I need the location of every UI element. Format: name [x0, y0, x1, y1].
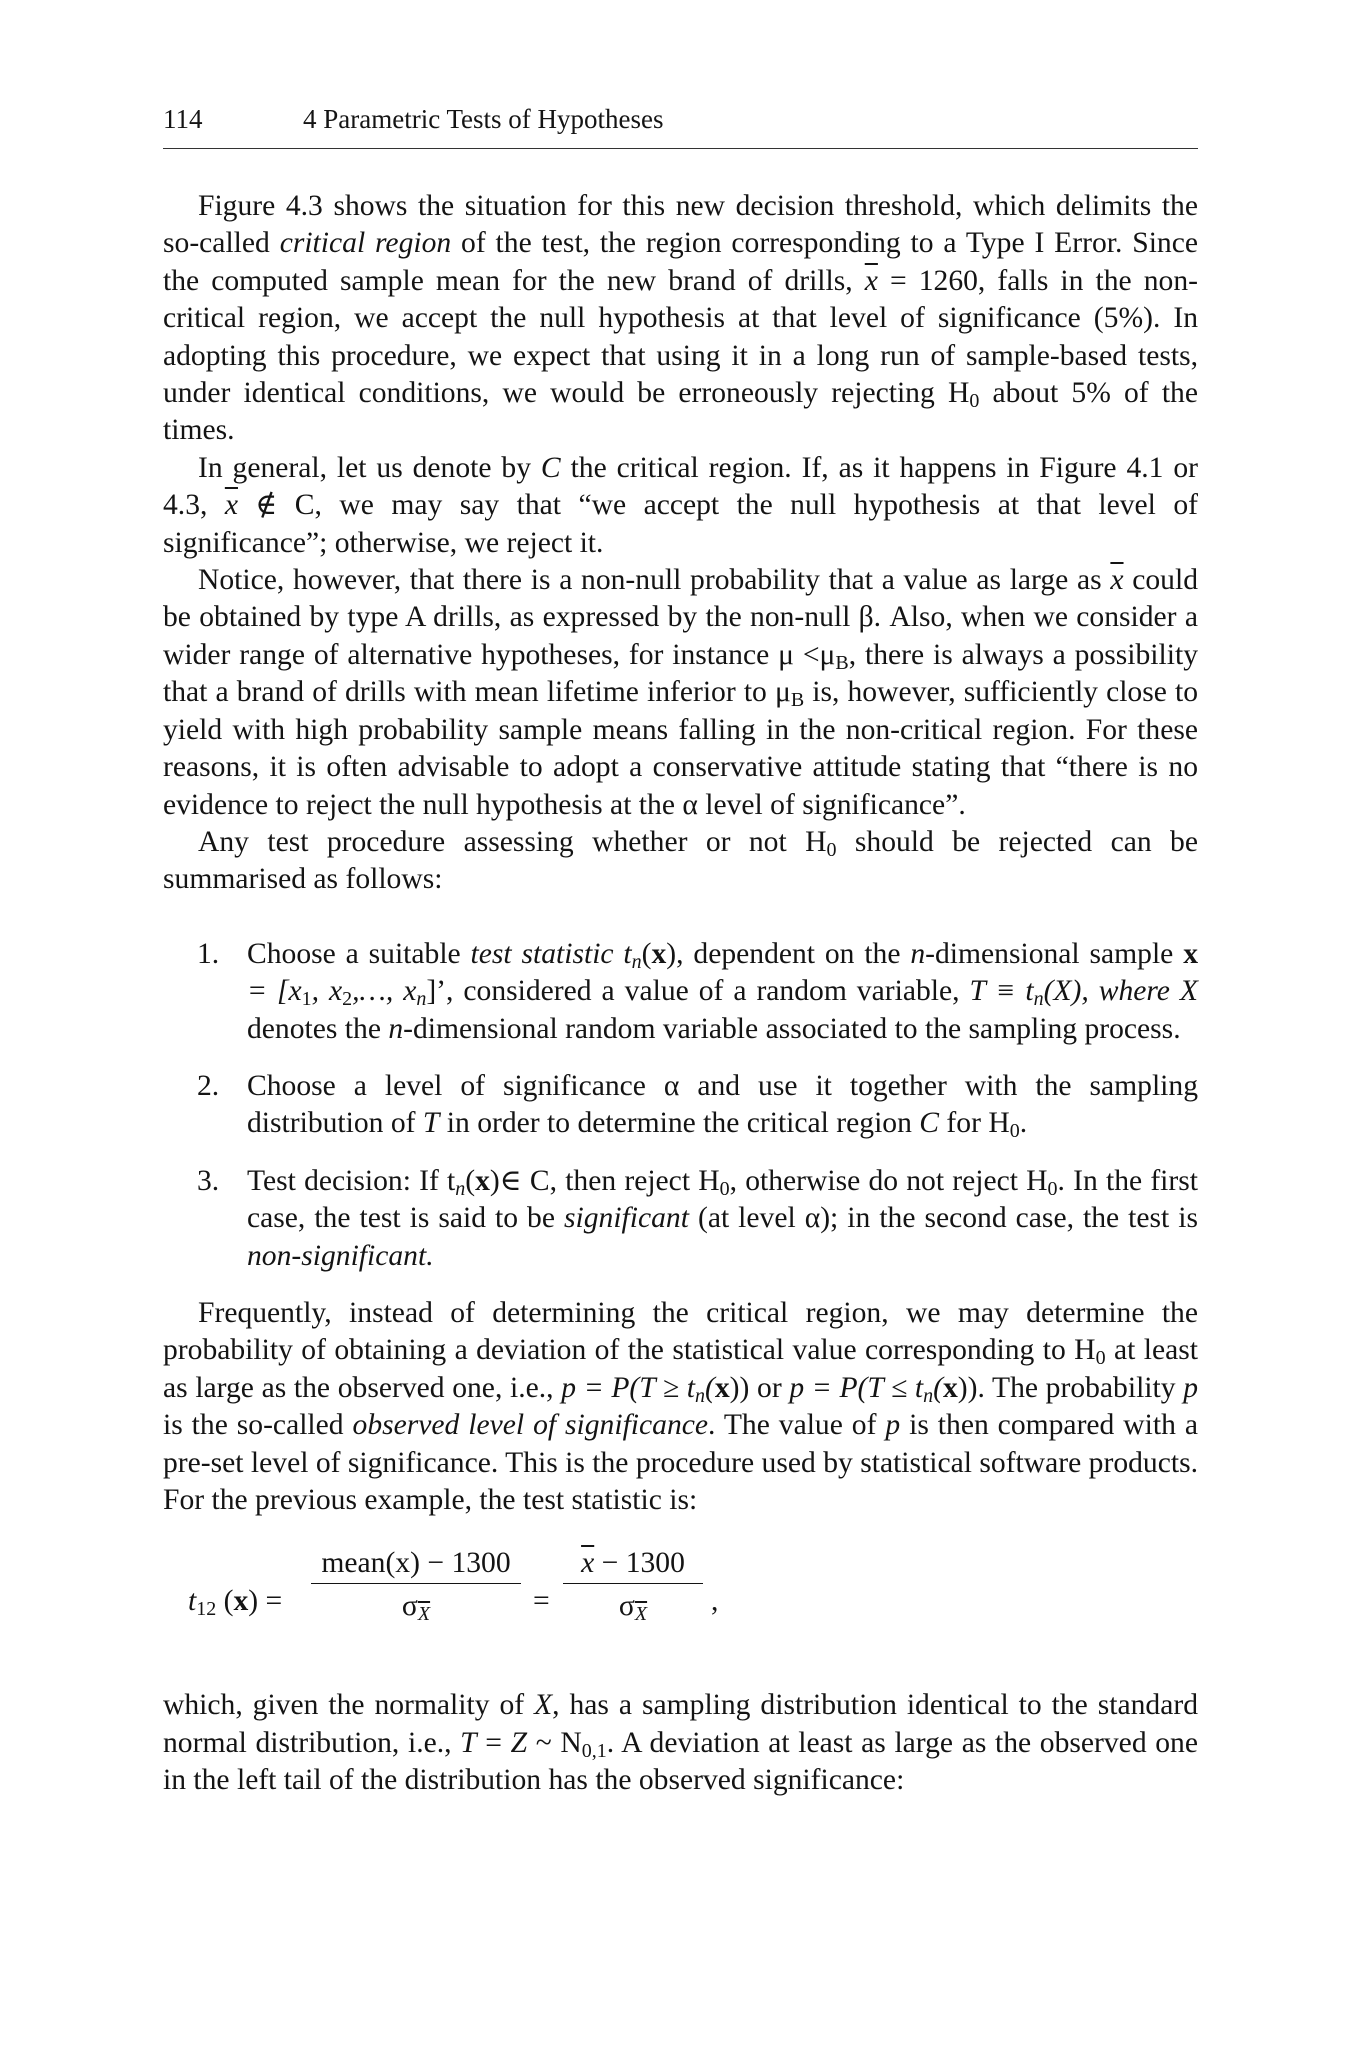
list-item: 3. Test decision: If $t_n(x)\in$ C, then reject $H_0$, otherwise do not reject $H_0$. In the first case, the test is said to be significant (at level α); in the second case, the test is non-significant. — [197, 1164, 1198, 1272]
paragraph-2: In general, let us denote by C the critical region. If, as it happens in Figure 4.1 or 4.3, $\overline{x}$ ∉ C, we may say that “we accept the null hypothesis at that level of significance”; otherwise, we reject it. — [163, 451, 1199, 559]
list-item: 2. Choose a level of significance α and use it together with the sampling distribution of T in order to determine the critical region C for $H_0$. — [197, 1069, 1198, 1143]
page-header — [163, 101, 1198, 143]
paragraph-1: Figure 4.3 shows the situation for this new decision threshold, which delimits the so-called critical region of the test, the region corresponding to a Type I Error. Since the computed sample mean for the new brand of drills, $\overline{x} = 1260$, falls in the non-critical region, we accept the null hypothesis at that level of significance (5%). In adopting this procedure, we expect that using it in a long run of sample-based tests, under identical conditions, we would be erroneously rejecting $H_0$ about 5% of the times. — [163, 190, 1198, 447]
page-number: 114 — [163, 104, 203, 134]
formula-lhs: $t_{12}$ (x) = — [188, 1585, 283, 1621]
formula-comma: , — [711, 1585, 719, 1618]
paragraph-4: Any test procedure assessing whether or not $H_0$ should be rejected can be summarised as follows: — [163, 825, 1198, 896]
procedure-list — [163, 936, 1198, 1275]
test-statistic-formula — [163, 1545, 1198, 1657]
paragraph-3: Notice, however, that there is a non-null probability that a value as large as $\overline{x}$ could be obtained by type A drills, as expressed by the non-null β. Also, when we consider a wider range of alternative hypotheses, for instance $\mu <\mu_B$, there is always a possibility that a brand of drills with mean lifetime inferior to $\mu_B$ is, however, sufficiently close to yield with high probability sample means falling in the non-critical region. For these reasons, it is often advisable to adopt a conservative attitude stating that “there is no evidence to reject the null hypothesis at the α level of significance”. — [163, 564, 1198, 821]
formula-fraction-1: mean(x) − 1300 $\sigma_{\overline{X}}$ — [311, 1545, 521, 1625]
header-rule — [163, 148, 1198, 149]
formula-equals: = — [533, 1585, 550, 1618]
formula-fraction-2: $\frac{\overline{x} - 1300}{\sigma_{\overline{X}}}$ — [563, 1545, 703, 1625]
body-text — [163, 188, 1198, 1800]
list-item: 1. Choose a suitable test statistic $t_n(x)$, dependent on the n-dimensional sample $x = [x_1$, $x_2,\dots$, $x_n$]’, considered a value of a random variable, $T \equiv t_n(X)$, where X denotes the n-dimensional random variable associated to the sampling process. — [197, 937, 1198, 1045]
running-title: 4 Parametric Tests of Hypotheses — [303, 104, 664, 134]
paragraph-6: which, given the normality of X, has a sampling distribution identical to the standard normal distribution, i.e., T = Z ~ $N_{0,1}$. A deviation at least as large as the observed one in the left tail of the distribution has the observed significance: — [163, 1689, 1198, 1797]
paragraph-5: Frequently, instead of determining the critical region, we may determine the probability of obtaining a deviation of the statistical value corresponding to $H_0$ at least as large as the observed one, i.e., $p = P(T \ge t_n(x))$ or $p = P(T \le t_n(x))$. The probability p is the so-called observed level of significance. The value of p is then compared with a pre-set level of significance. This is the procedure used by statistical software products. For the previous example, the test statistic is: — [163, 1296, 1198, 1516]
